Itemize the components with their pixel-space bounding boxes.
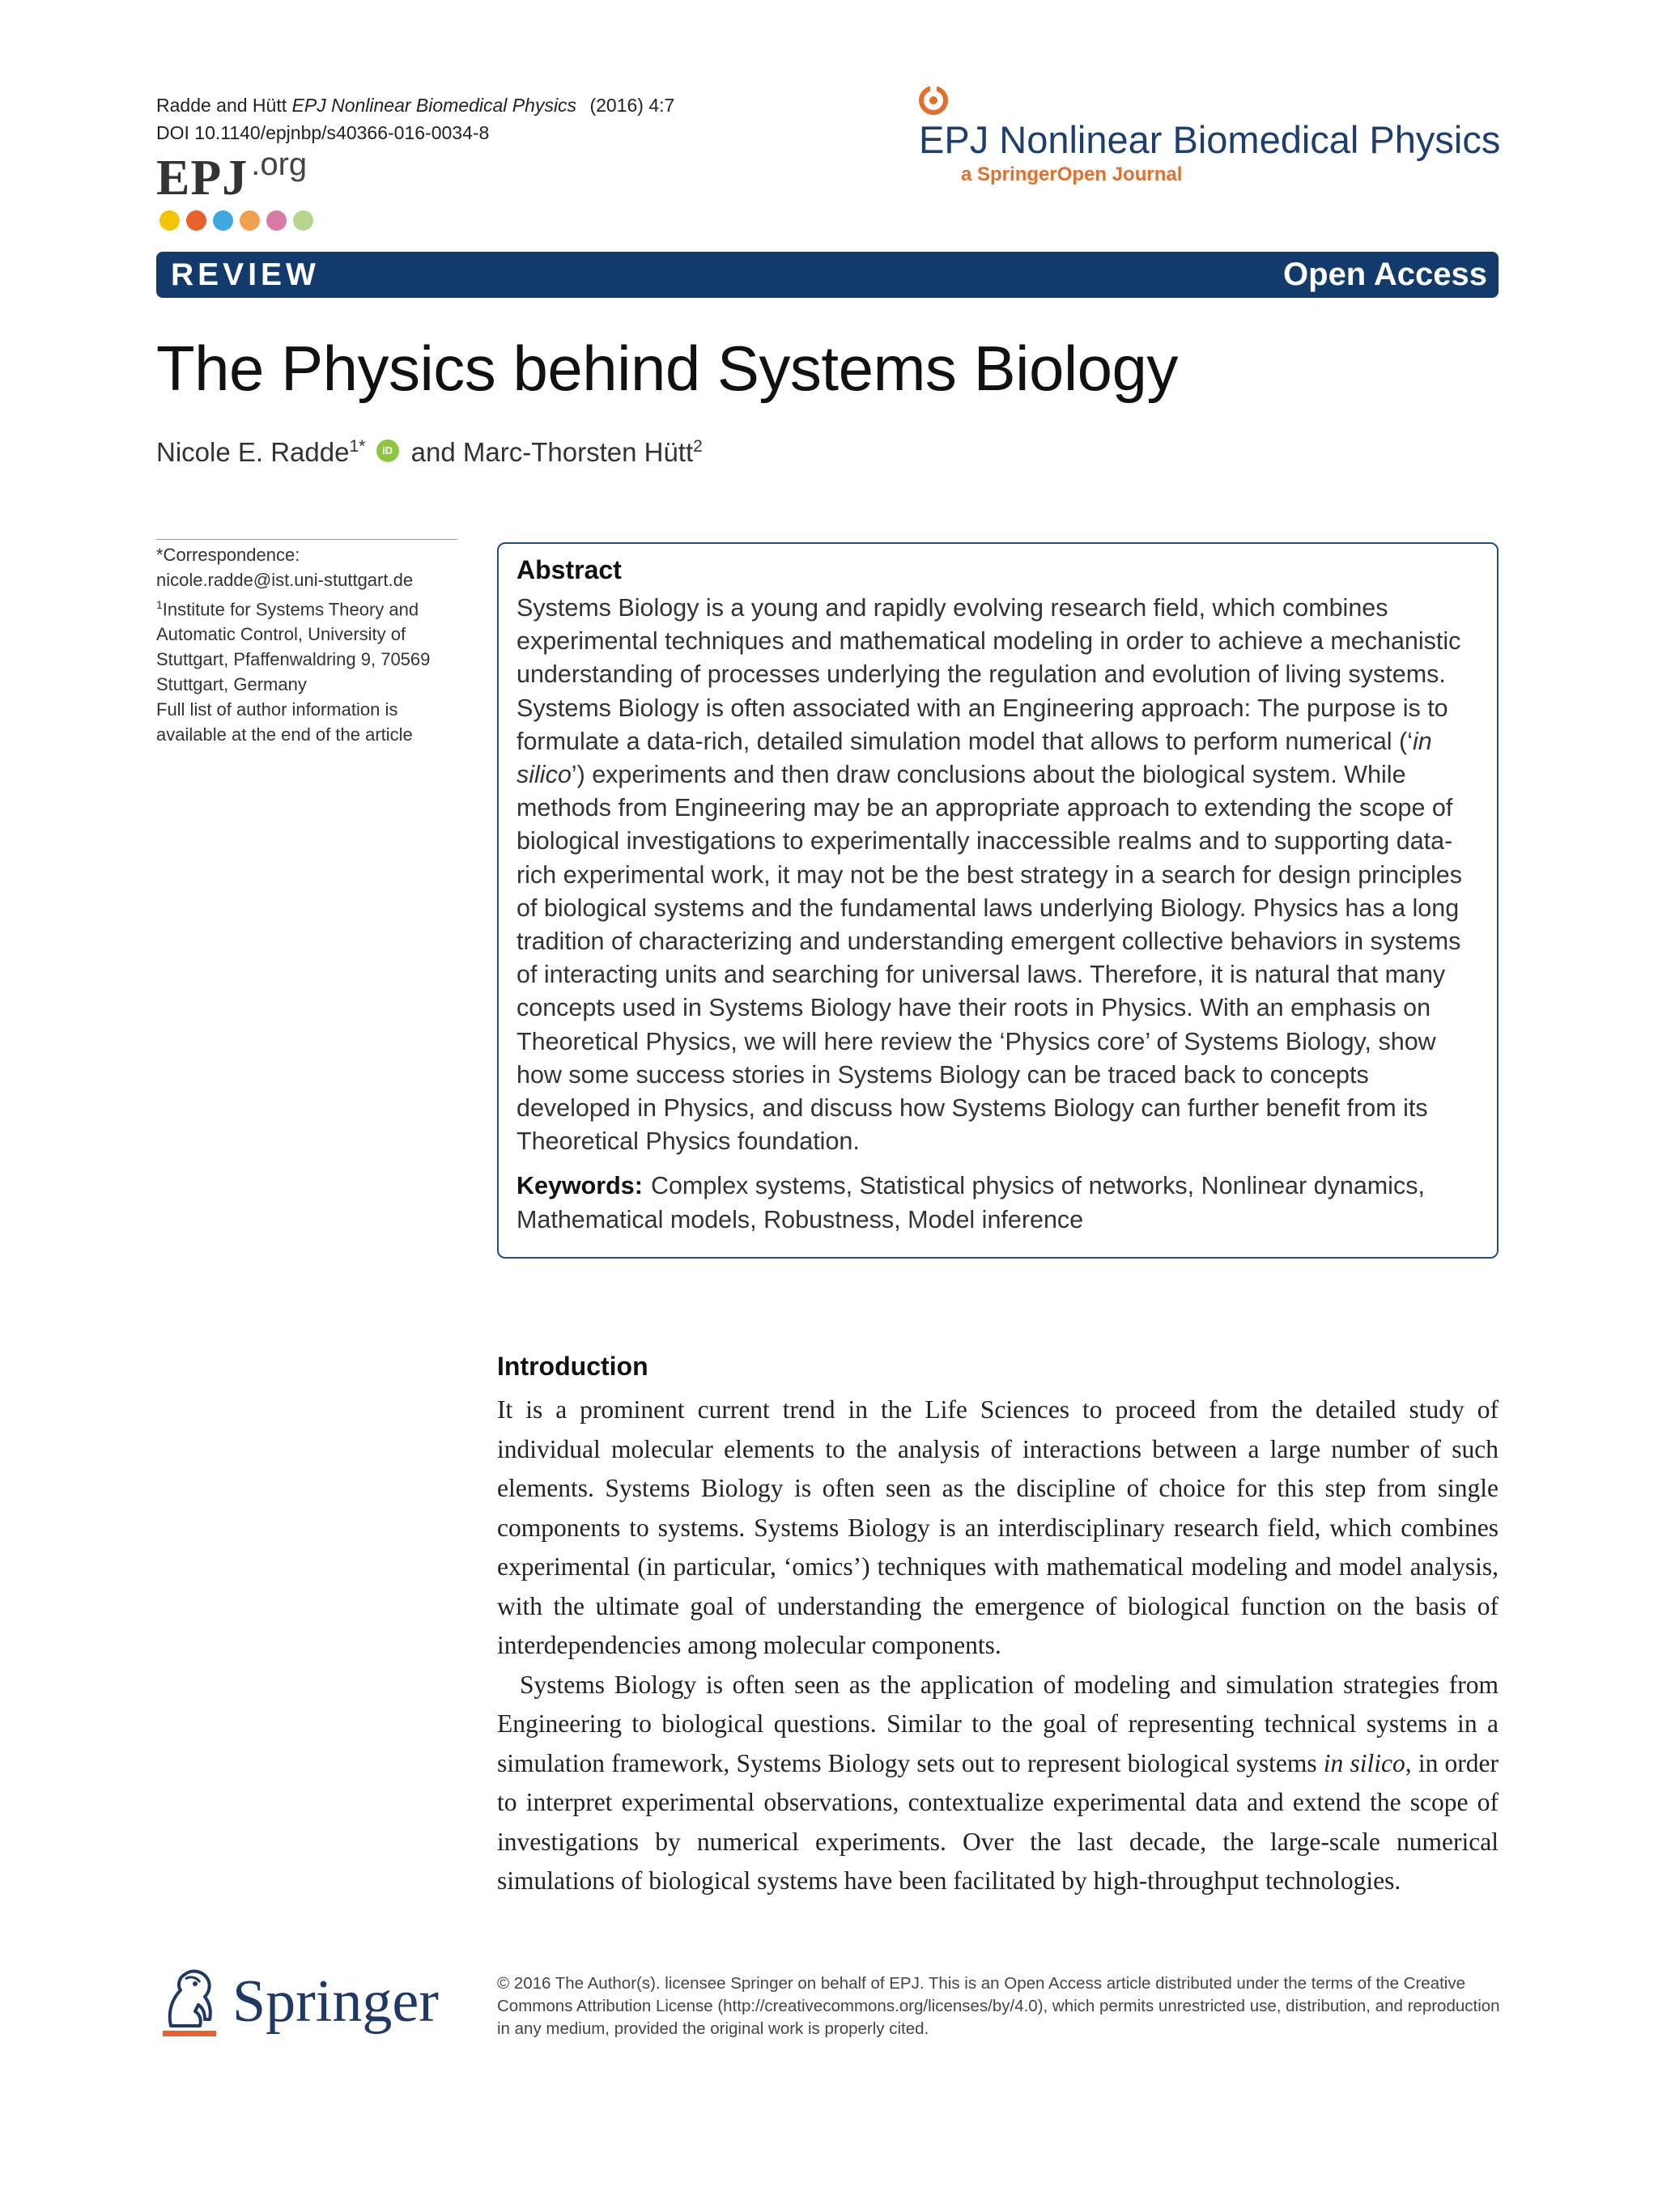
citation-line (156, 91, 674, 119)
abstract-box (497, 542, 1499, 1259)
introduction-heading: Introduction (497, 1352, 648, 1381)
epj-logo-dots (159, 210, 313, 231)
citation-journal: EPJ Nonlinear Biomedical Physics (291, 95, 577, 116)
springer-horse-icon (156, 1963, 223, 2040)
author-info-note: Full list of author information is available at the end of the article (156, 699, 413, 745)
logo-dot (159, 210, 180, 231)
author-line (156, 437, 703, 468)
affiliation-text: Institute for Systems Theory and Automatic Control, University of Stuttgart, Pfaffenwaldring 9, 70569 Stuttgart, Germany (156, 599, 431, 695)
affiliation (156, 592, 464, 697)
springeropen-icon (919, 86, 948, 115)
paragraph-text-part: Systems Biology is often seen as the application of modeling and simulation strategies from Engineering to biological questions. Similar to the goal of representing technical systems in a simulation framework, Systems Biology sets out to represent biological systems (497, 1670, 1499, 1777)
epj-logo-org: .org (251, 146, 308, 182)
correspondence-sidebar (156, 542, 464, 747)
article-title: The Physics behind Systems Biology (156, 333, 1178, 404)
doi: DOI 10.1140/epjnbp/s40366-016-0034-8 (156, 122, 490, 143)
citation-year-volume: (2016) 4:7 (589, 95, 675, 116)
introduction-paragraph-1: It is a prominent current trend in the Life Sciences to proceed from the detailed study of individual molecular elements to the analysis of interactions between a large number of such elements. Systems Biology is often seen as the discipline of choice for this step from single components to systems. Systems Biology is an interdisciplinary research field, which combines experimental (in particular, ‘omics’) techniques with mathematical modeling and model analysis, with the ultimate goal of understanding the emergence of biological function on the basis of interdependencies among molecular components. (497, 1395, 1499, 1659)
springer-logo (156, 1963, 439, 2040)
author-1-affiliation: 1* (349, 437, 366, 456)
correspondence-label: *Correspondence: (156, 545, 300, 565)
paragraph-text-italic: in silico (1323, 1748, 1405, 1777)
license-statement: © 2016 The Author(s). licensee Springer on behalf of EPJ. This is an Open Access article distributed under the terms of the Creative Commons Attribution License (http://creativecommons.org/licenses/by/4.0), which permits unrestricted use, distribution, and reproduction in any medium, provided the original work is properly cited. (497, 1974, 1500, 2038)
article-type-banner (156, 252, 1499, 298)
abstract-text-part: Systems Biology is a young and rapidly evolving research field, which combines experimental techniques and mathematical modeling in order to achieve a mechanistic understanding of processes underlying the regulation and evolution of living systems. Systems Biology is often associated with an Engineering approach: The purpose is to formulate a data-rich, detailed simulation model that allows to perform numerical (‘ (517, 594, 1461, 755)
abstract-text (517, 592, 1479, 1158)
logo-dot (213, 210, 233, 231)
journal-subtitle: a SpringerOpen Journal (961, 163, 1183, 185)
orcid-icon[interactable]: iD (376, 439, 399, 462)
epj-logo (156, 146, 308, 207)
logo-dot (186, 210, 206, 231)
journal-name: EPJ Nonlinear Biomedical Physics (919, 118, 1501, 161)
author-2-affiliation: 2 (693, 437, 703, 456)
sidebar-divider (156, 539, 457, 540)
epj-logo-text: EPJ (156, 151, 249, 206)
correspondence-email[interactable]: nicole.radde@ist.uni-stuttgart.de (156, 570, 414, 590)
introduction-body (497, 1390, 1499, 1901)
open-access-label: Open Access (1283, 257, 1487, 292)
logo-dot (266, 210, 287, 231)
keywords-list: Complex systems, Statistical physics of networks, Nonlinear dynamics, Mathematical models, Robustness, Model inference (517, 1172, 1425, 1233)
logo-dot (293, 210, 313, 231)
keywords-label: Keywords: (517, 1172, 643, 1200)
abstract-text-part: ’) experiments and then draw conclusions about the biological system. While methods from Engineering may be an appropriate approach to extending the scope of biological investigations to experimentally inaccessible realms and to supporting data-rich experimental work, it may not be the best strategy in a search for design principles of biological systems and the fundamental laws underlying Biology. Physics has a long tradition of characterizing and understanding emergent collective behaviors in systems of interacting units and searching for universal laws. Therefore, it is natural that many concepts used in Systems Biology have their roots in Physics. With an emphasis on Theoretical Physics, we will here review the ‘Physics core’ of Systems Biology, show how some success stories in Systems Biology can be traced back to concepts developed in Physics, and discuss how Systems Biology can further benefit from its Theoretical Physics foundation. (517, 761, 1463, 1156)
abstract-heading: Abstract (517, 555, 622, 584)
citation-block (156, 91, 674, 146)
article-type: REVIEW (171, 257, 320, 292)
affiliation-number: 1 (156, 598, 163, 611)
logo-dot (240, 210, 260, 231)
publisher-name: Springer (232, 1968, 439, 2035)
author-2[interactable]: and Marc-Thorsten Hütt (403, 437, 694, 467)
paragraph-text-part: , in order to interpret experimental observations, contextualize experimental data and extend the scope of investigations by numerical experiments. Over the last decade, the large-scale numerical simulations of biological systems have been facilitated by high-throughput technologies. (497, 1748, 1499, 1895)
citation-authors: Radde and Hütt (156, 95, 287, 116)
introduction-paragraph-2 (497, 1666, 1499, 1901)
abstract-text-italic: in silico (517, 727, 1432, 789)
keywords (517, 1170, 1479, 1236)
author-1[interactable]: Nicole E. Radde (156, 437, 350, 467)
journal-brand (919, 89, 1502, 186)
